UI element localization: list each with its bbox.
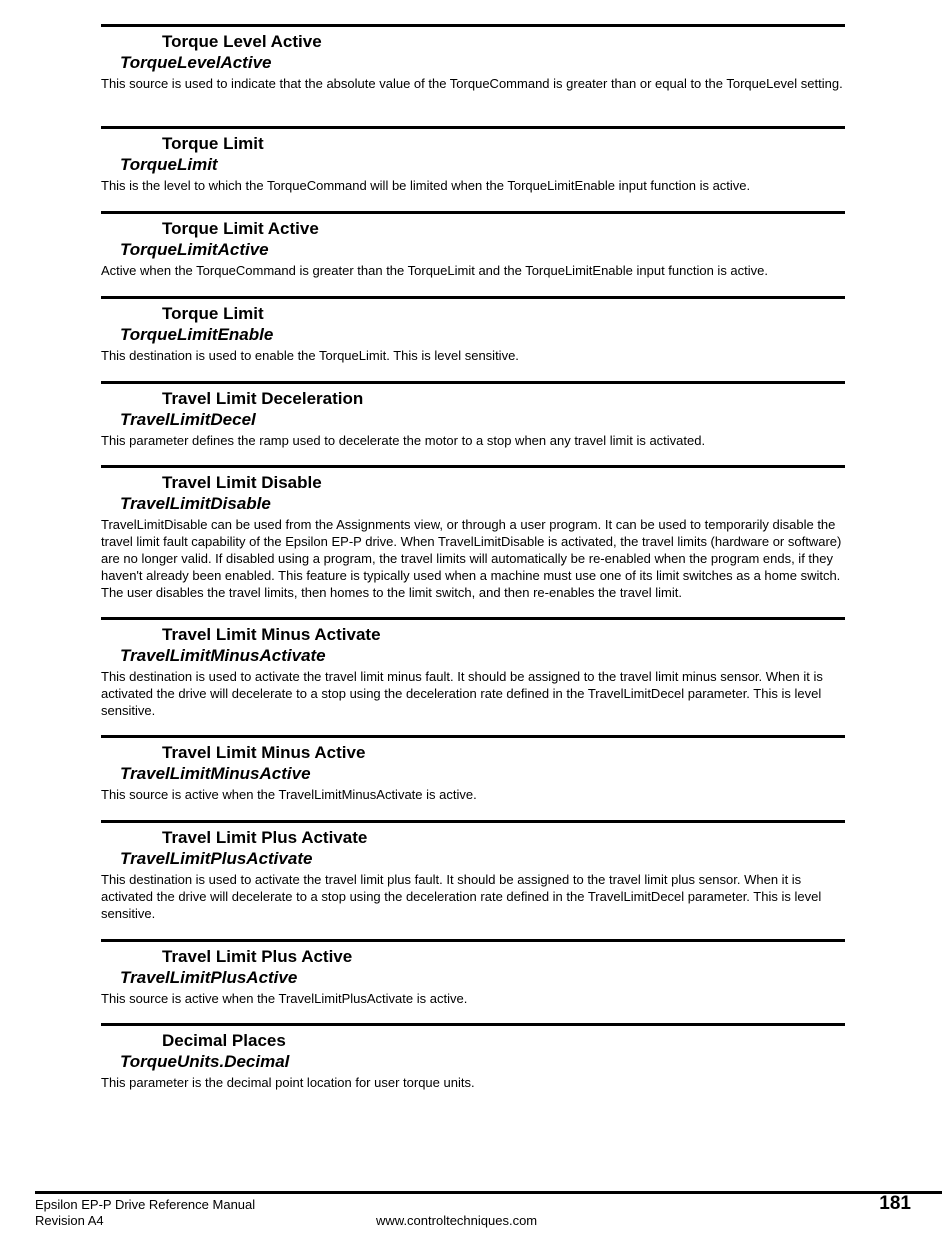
parameter-entry [101, 939, 845, 1007]
parameter-description: TravelLimitDisable can be used from the Assignments view, or through a user program. It can be used to temporarily disable the travel limit fault capability of the Epsilon EP-P drive. When TravelLimitDisable is activated, the travel limits (hardware or software) are no longer valid. If disabled using a program, the travel limits will automatically be re-enabled when the program ends, if they haven't already been enabled. This feature is typically used when a machine must use one of its limit switches as a home switch. The user disables the travel limits, then homes to the limit switch, and then re-enables the travel limit. [101, 517, 842, 600]
parameter-description: This destination is used to activate the travel limit plus fault. It should be assigned to the travel limit plus sensor. When it is activated the drive will decelerate to a stop using the deceleration rate defined in the TravelLimitDecel parameter. This is level sensitive. [101, 872, 822, 921]
revision-label: Revision A4 [35, 1213, 104, 1228]
parameter-code-name: TravelLimitPlusActive [120, 968, 298, 987]
parameter-title: Travel Limit Plus Activate [162, 828, 368, 847]
parameter-title: Torque Limit [162, 134, 264, 153]
parameter-code-name: TravelLimitDisable [120, 494, 271, 513]
footer-divider [35, 1191, 942, 1194]
parameter-description: This destination is used to enable the TorqueLimit. This is level sensitive. [101, 348, 519, 363]
parameter-title: Torque Limit Active [162, 219, 319, 238]
parameter-code-name: TravelLimitDecel [120, 410, 256, 429]
parameter-entry [101, 296, 845, 364]
parameter-title: Travel Limit Disable [162, 473, 322, 492]
section-divider [101, 24, 845, 27]
section-divider [101, 126, 845, 129]
section-divider [101, 617, 845, 620]
section-divider [101, 296, 845, 299]
website-link[interactable]: www.controltechniques.com [376, 1213, 538, 1228]
parameter-description: This source is used to indicate that the absolute value of the TorqueCommand is greater than or equal to the TorqueLevel setting. [101, 76, 843, 91]
parameter-code-name: TravelLimitMinusActive [120, 764, 311, 783]
parameter-entry [101, 126, 845, 194]
parameter-description: This source is active when the TravelLimitMinusActivate is active. [101, 787, 477, 802]
parameter-code-name: TorqueLimitActive [120, 240, 269, 259]
parameter-description: This parameter defines the ramp used to decelerate the motor to a stop when any travel limit is activated. [101, 433, 706, 448]
parameter-title: Torque Limit [162, 304, 264, 323]
section-divider [101, 465, 845, 468]
parameter-title: Decimal Places [162, 1031, 286, 1050]
parameter-code-name: TravelLimitMinusActivate [120, 646, 326, 665]
parameter-description: This parameter is the decimal point location for user torque units. [101, 1075, 475, 1090]
parameter-entry [101, 820, 845, 922]
page-number: 181 [879, 1193, 911, 1214]
parameter-title: Travel Limit Plus Active [162, 947, 353, 966]
parameter-entry [101, 465, 845, 601]
parameter-entry [101, 24, 845, 92]
parameter-code-name: TorqueLevelActive [120, 53, 272, 72]
parameter-entry [101, 1023, 845, 1091]
section-divider [101, 735, 845, 738]
parameter-title: Travel Limit Deceleration [162, 389, 364, 408]
parameter-code-name: TravelLimitPlusActivate [120, 849, 313, 868]
section-divider [101, 939, 845, 942]
parameter-entry [101, 381, 845, 449]
manual-title: Epsilon EP-P Drive Reference Manual [35, 1197, 256, 1212]
parameter-title: Travel Limit Minus Active [162, 743, 366, 762]
parameter-code-name: TorqueLimitEnable [120, 325, 274, 344]
section-divider [101, 211, 845, 214]
parameter-code-name: TorqueLimit [120, 155, 218, 174]
parameter-title: Torque Level Active [162, 32, 322, 51]
section-divider [101, 381, 845, 384]
parameter-title: Travel Limit Minus Activate [162, 625, 381, 644]
parameter-description: This destination is used to activate the travel limit minus fault. It should be assigned to the travel limit minus sensor. When it is activated the drive will decelerate to a stop using the deceleration rate defined in the TravelLimitDecel parameter. This is level sensitive. [101, 669, 823, 718]
parameter-code-name: TorqueUnits.Decimal [120, 1052, 290, 1071]
parameter-entry [101, 617, 845, 719]
parameter-entry [101, 735, 845, 803]
section-divider [101, 820, 845, 823]
section-divider [101, 1023, 845, 1026]
parameter-entry [101, 211, 845, 279]
parameter-description: Active when the TorqueCommand is greater than the TorqueLimit and the TorqueLimitEnable input function is active. [101, 263, 769, 278]
parameter-description: This source is active when the TravelLimitPlusActivate is active. [101, 991, 468, 1006]
parameter-description: This is the level to which the TorqueCommand will be limited when the TorqueLimitEnable input function is active. [101, 178, 751, 193]
